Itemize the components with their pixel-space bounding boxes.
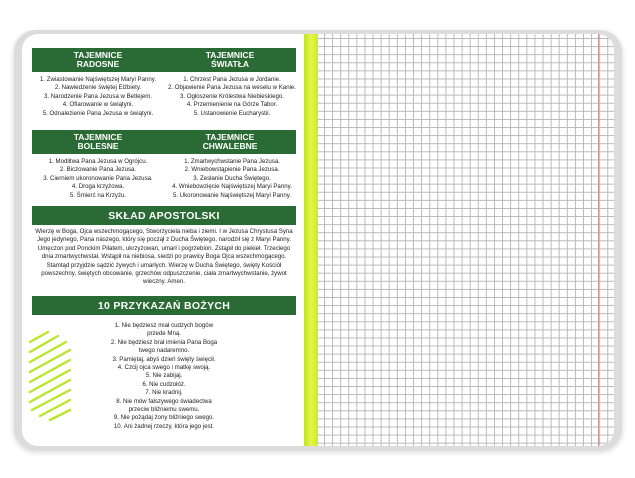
list-item: 2. Objawienie Pana Jezusa na weselu w Kanie. <box>167 84 297 92</box>
list-item: 4. Droga krzyżowa. <box>71 183 125 191</box>
list-item: 2. Nawiedzenie świętej Elżbiety. <box>54 84 142 92</box>
list-chwalebne <box>164 158 300 200</box>
list-item: 10. Ani żadnej rzeczy, która jego jest. <box>113 422 215 430</box>
header-swiatla: TAJEMNICE ŚWIATŁA <box>164 48 296 72</box>
list-item: 5. Śmierć na Krzyżu. <box>69 191 127 199</box>
list-bolesne <box>32 158 164 200</box>
list-item: 3. Pamiętaj, abyś dzień święty święcił. <box>112 355 216 363</box>
list-item: 2. Nie będziesz brał imienia Pana Boga twego nadaremno. <box>110 338 218 355</box>
list-item: 2. Biczowanie Pana Jezusa. <box>59 166 137 174</box>
list-swiatla <box>164 76 300 118</box>
creed-text: Wierzę w Boga, Ojca wszechmogącego, Stworzyciela nieba i ziemi. I w Jezusa Chrystusa Syna Jego jedynego, Pana naszego, który się począł z Ducha Świętego, narodził się z Maryi Panny. Umęczon pod Ponckim Piłatem, ukrzyżowan, umarł i pogrzebion. Zstąpił do piekieł. Trzeciego dnia zmartwychwstał. Wstąpił na niebiosa, siedzi po prawicy Boga Ojca wszechmogącego. Stamtąd przyjdzie sądzić żywych i umarłych. Wierzę w Ducha Świętego, święty Kościół powszechny, świętych obcowanie, grzechów odpuszczenie, ciała zmartwychwstanie, żywot wieczny. Amen. <box>35 228 293 286</box>
list-item: 5. Nie zabijaj. <box>145 372 183 380</box>
list-item: 1. Zwiastowanie Najświętszej Maryi Panny. <box>39 76 157 83</box>
list-item: 8. Nie mów fałszywego świadectwa przeciw bliźniemu swemu. <box>116 397 212 414</box>
list-item: 3. Zesłanie Ducha Świętego. <box>193 174 271 182</box>
list-item: 4. Ofiarowanie w świątyni. <box>62 101 134 109</box>
margin-line <box>598 34 599 446</box>
list-radosne <box>32 76 164 118</box>
decorative-stripes <box>28 330 74 426</box>
list-item: 4. Czcij ojca swego i matkę swoją. <box>117 364 211 372</box>
list-item: 7. Nie kradnij. <box>145 389 183 397</box>
list-item: 5. Ustanowienie Eucharystii. <box>193 109 271 117</box>
list-item: 5. Ukoronowanie Najświętszej Maryi Panny. <box>172 191 292 199</box>
header-sklad-apostolski: SKŁAD APOSTOLSKI <box>32 206 296 225</box>
list-item: 2. Wniebowstąpienie Pana Jezusa. <box>184 166 280 174</box>
list-item: 3. Narodzenie Pana Jezusa w Betlejem. <box>43 92 153 100</box>
list-item: 9. Nie pożądaj żony bliźniego swego. <box>113 414 215 422</box>
right-page-grid <box>318 34 614 446</box>
list-item: 1. Zmartwychwstanie Pana Jezusa. <box>184 158 280 165</box>
notebook-spine <box>304 34 318 446</box>
list-item: 5. Odnalezienie Pana Jezusa w świątyni. <box>42 109 154 117</box>
header-bolesne: TAJEMNICE BOLESNE <box>32 130 164 154</box>
list-item: 3. Ogłoszenie Królestwa Niebieskiego. <box>180 92 284 100</box>
header-chwalebne: TAJEMNICE CHWALEBNE <box>164 130 296 154</box>
list-item: 1. Chrzest Pana Jezusa w Jordanie. <box>183 76 281 83</box>
header-przykazania: 10 PRZYKAZAŃ BOŻYCH <box>32 296 296 315</box>
list-przykazania <box>110 322 218 431</box>
list-item: 4. Przemienienie na Górze Tabor. <box>186 101 278 109</box>
list-item: 1. Modlitwa Pana Jezusa w Ogrójcu. <box>48 158 148 165</box>
header-radosne: TAJEMNICE RADOSNE <box>32 48 164 72</box>
graph-grid <box>318 34 614 446</box>
list-item: 1. Nie będziesz miał cudzych bogów przede Mną. <box>114 322 214 338</box>
list-item: 6. Nie cudzołóż. <box>142 380 186 388</box>
list-item: 4. Wniebowzięcie Najświętszej Maryi Panny. <box>172 183 292 191</box>
list-item: 3. Cierniem ukoronowanie Pana Jezusa. <box>43 174 153 182</box>
